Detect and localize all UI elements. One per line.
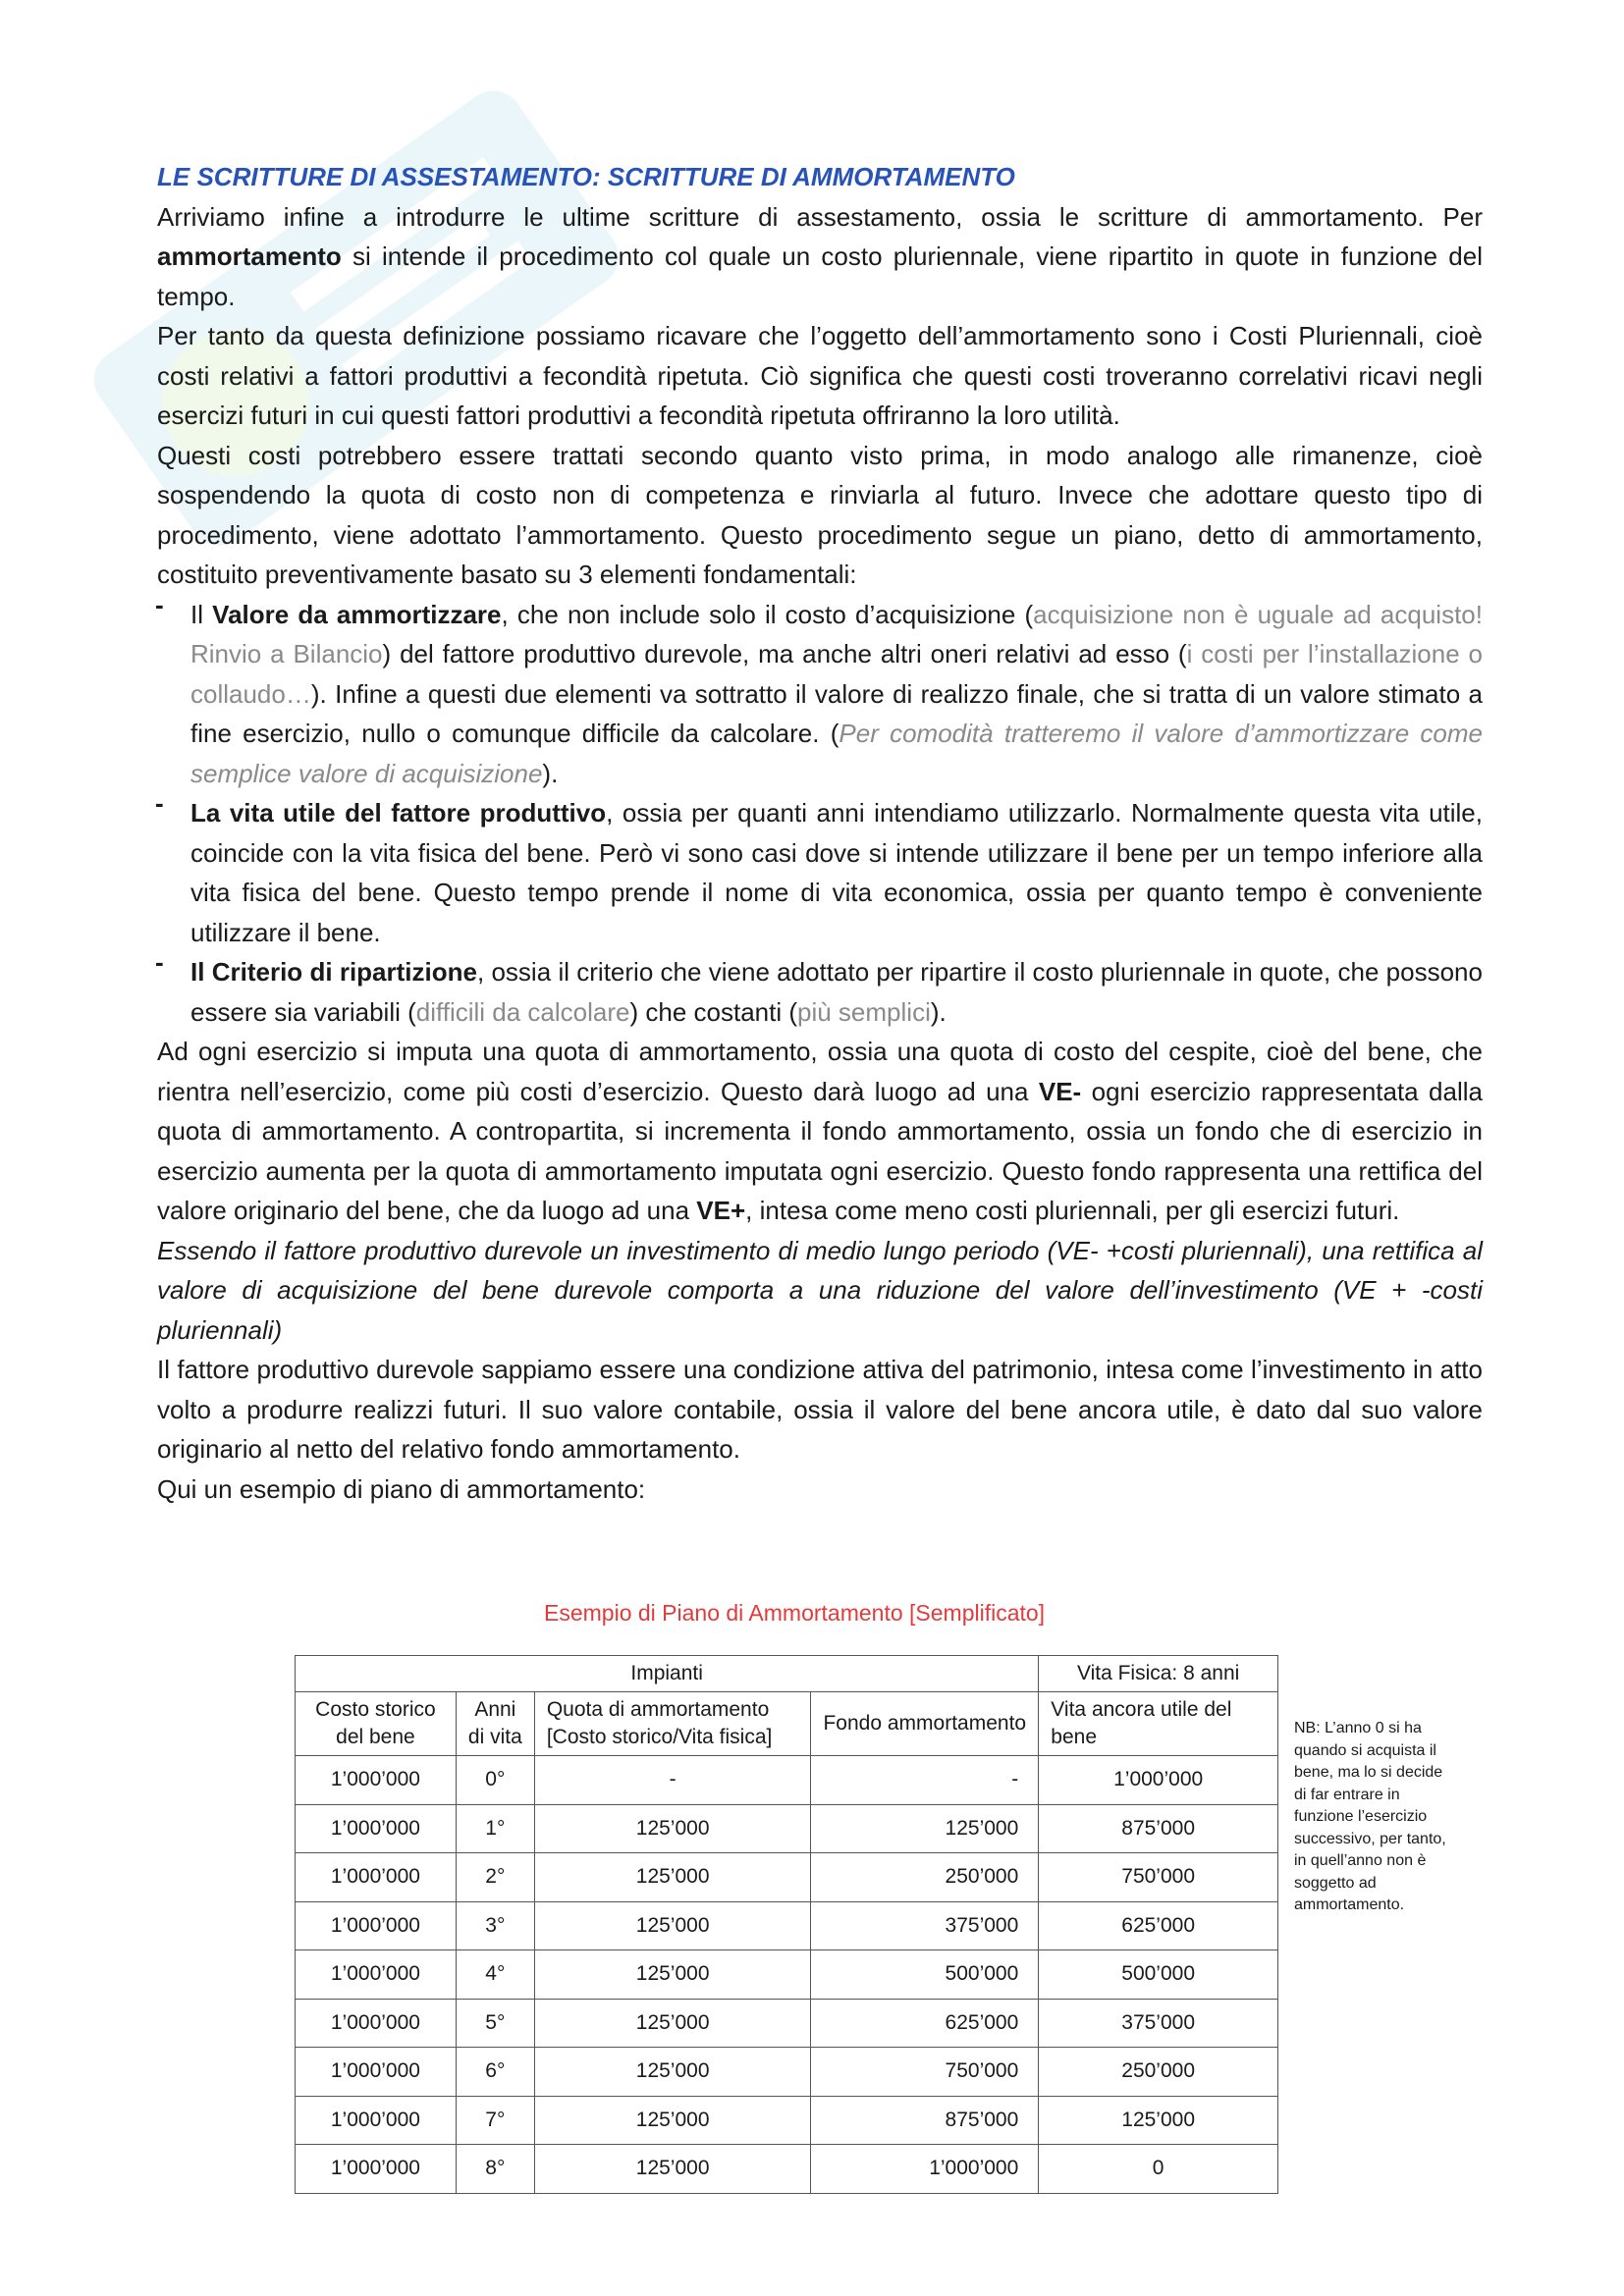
- col-quota: Quota di ammortamento [Costo storico/Vita fisica]: [534, 1692, 811, 1756]
- paragraph-investimento: Essendo il fattore produttivo durevole un investimento di medio lungo periodo (VE- +costi pluriennali), una rettifica al valore di acquisizione del bene durevole comporta a una riduzione del valore dell’investimento (VE + -costi pluriennali): [157, 1235, 1483, 1345]
- table-title: Esempio di Piano di Ammortamento [Semplificato]: [544, 1600, 1046, 1626]
- paragraph-valore-contabile: Il fattore produttivo durevole sappiamo essere una condizione attiva del patrimonio, intesa come l’investimento in atto volto a produrre realizzi futuri. Il suo valore contabile, ossia il valore del bene ancora utile, è dato dal suo valore originario al netto del relativo fondo ammortamento.: [157, 1355, 1483, 1464]
- table-row: 1’000’000 8° 125’000 1’000’000 0: [296, 2145, 1278, 2194]
- table-column-header: [296, 1692, 1278, 1756]
- table-row: 1’000’000 5° 125’000 625’000 375’000: [296, 1999, 1278, 2048]
- table-row: 1’000’000 7° 125’000 875’000 125’000: [296, 2096, 1278, 2145]
- ammortamento-table: [295, 1655, 1278, 2194]
- badge-ve-plus: VE+: [696, 1196, 746, 1225]
- table-row: 1’000’000 2° 125’000 250’000 750’000: [296, 1853, 1278, 1902]
- table-row: 1’000’000 6° 125’000 750’000 250’000: [296, 2048, 1278, 2097]
- section-title: LE SCRITTURE DI ASSESTAMENTO: SCRITTURE DI AMMORTAMENTO: [157, 162, 1015, 191]
- paragraph-intro: Arriviamo infine a introdurre le ultime scritture di assestamento, ossia le scritture di ammortamento. Per ammortamento si intende il procedimento col quale un costo pluriennale, viene ripartito in quote in funzione del tempo.: [157, 201, 1483, 311]
- term-ammortamento: ammortamento: [157, 241, 342, 271]
- table-row: 1’000’000 0° - - 1’000’000: [296, 1756, 1278, 1805]
- list-item-criterio: - Il Criterio di ripartizione, ossia il criterio che viene adottato per ripartire il costo pluriennale in quote, che possono essere sia variabili (difficili da calcolare) che costanti (più semplici).: [157, 952, 1483, 1032]
- badge-ve-minus: VE-: [1038, 1076, 1082, 1106]
- table-note: NB: L’anno 0 si ha quando si acquista il bene, ma lo si decide di far entrare in funzione l’esercizio successivo, per tanto, in quell’anno non è soggetto ad ammortamento.: [1294, 1720, 1446, 1913]
- paragraph-quota: Ad ogni esercizio si imputa una quota di ammortamento, ossia una quota di costo del cespite, cioè del bene, che rientra nell’esercizio, come più costi d’esercizio. Questo darà luogo ad una VE- ogni esercizio rappresentata dalla quota di ammortamento. A contropartita, si incrementa il fondo ammortamento, ossia un fondo che di esercizio in esercizio aumenta per la quota di ammortamento imputata ogni esercizio. Questo fondo rappresenta una rettifica del valore originario del bene, che da luogo ad una VE+, intesa come meno costi pluriennali, per gli esercizi futuri.: [157, 1037, 1483, 1225]
- paragraph-esempio: Qui un esempio di piano di ammortamento:: [157, 1473, 646, 1504]
- list-item-vita-utile: - La vita utile del fattore produttivo, ossia per quanti anni intendiamo utilizzarlo. Normalmente questa vita utile, coincide con la vita fisica del bene. Però vi sono casi dove si intende utilizzare il bene per un tempo inferiore alla vita fisica del bene. Questo tempo prende il nome di vita economica, ossia per quanto tempo è conveniente utilizzare il bene.: [157, 793, 1483, 952]
- paragraph-procedure: Questi costi potrebbero essere trattati secondo quanto visto prima, in modo analogo alle rimanenze, cioè sospendendo la quota di costo non di competenza e rinviarla al futuro. Invece che adottare questo tipo di procedimento, viene adottato l’ammortamento. Questo procedimento segue un piano, detto di ammortamento, costituito preventivamente basato su 3 elementi fondamentali:: [157, 440, 1483, 589]
- paragraph-definition: Per tanto da questa definizione possiamo ricavare che l’oggetto dell’ammortamento sono i Costi Pluriennali, cioè costi relativi a fattori produttivi a fecondità ripetuta. Ciò significa che questi costi troveranno correlativi ricavi negli esercizi futuri in cui questi fattori produttivi a fecondità ripetuta offriranno la loro utilità.: [157, 321, 1483, 430]
- table-row: 1’000’000 3° 125’000 375’000 625’000: [296, 1901, 1278, 1950]
- col-anni-di-vita: Anni di vita: [456, 1692, 534, 1756]
- list-item-valore: - Il Valore da ammortizzare, che non include solo il costo d’acquisizione (acquisizione non è uguale ad acquisto! Rinvio a Bilancio) del fattore produttivo durevole, ma anche altri oneri relativi ad esso (i costi per l’installazione o collaudo…). Infine a questi due elementi va sottratto il valore di realizzo finale, che si tratta di un valore stimato a fine esercizio, nullo o comunque difficile da calcolare. (Per comodità tratteremo il valore d’ammortizzare come semplice valore di acquisizione).: [157, 595, 1483, 794]
- table-row: 1’000’000 1° 125’000 125’000 875’000: [296, 1804, 1278, 1853]
- col-fondo: Fondo ammortamento: [811, 1692, 1039, 1756]
- group-vita-fisica: Vita Fisica: 8 anni: [1039, 1656, 1278, 1692]
- table-row: 1’000’000 4° 125’000 500’000 500’000: [296, 1950, 1278, 2000]
- col-costo-storico: Costo storico del bene: [296, 1692, 457, 1756]
- table-group-header: [296, 1656, 1278, 1692]
- elements-list: [157, 595, 1483, 1033]
- document-body: [157, 157, 1483, 1509]
- group-impianti: Impianti: [296, 1656, 1039, 1692]
- col-vita-utile: Vita ancora utile del bene: [1039, 1692, 1278, 1756]
- ammortamento-figure: [0, 1590, 1624, 2218]
